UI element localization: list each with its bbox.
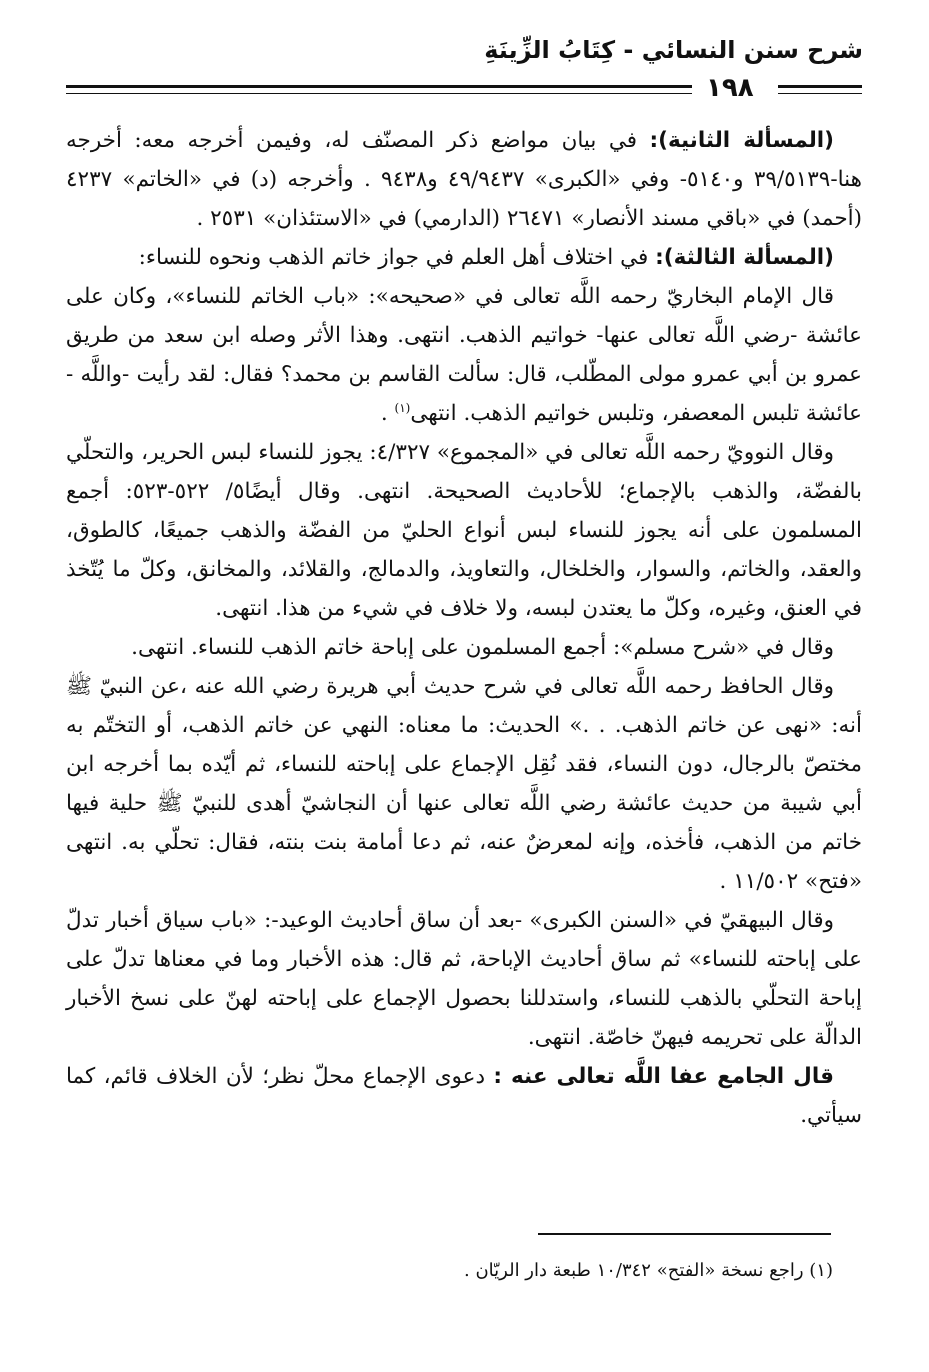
page-number: ١٩٨ xyxy=(706,73,754,103)
paragraph-text: في اختلاف أهل العلم في جواز خاتم الذهب ونحوه للنساء: xyxy=(138,245,656,270)
paragraph xyxy=(66,121,862,238)
issue-heading: (المسألة الثانية): xyxy=(649,128,835,153)
paragraph xyxy=(66,433,862,628)
paragraph-text: في بيان مواضع ذكر المصنّف له، وفيمن أخرجه معه: أخرجه هنا-٣٩/٥١٣٩ و٥١٤٠- وفي «الكبرى» ٤٩/٩٤٣٧ و٩٤٣٨ . وأخرجه (د) في «الخاتم» ٤٢٣٧ (أحمد) في «باقي مسند الأنصار» ٢٦٤٧١ (الدارمي) في «الاستئذان» ٢٥٣١ . xyxy=(66,128,863,231)
footnote-marker: (١) xyxy=(394,400,411,415)
header-rule-thin xyxy=(66,93,692,94)
paragraph-text: وقال النوويّ رحمه اللَّه تعالى في «المجموع» ٤/٣٢٧: يجوز للنساء لبس الحرير، والتحلّي بالفضّة، والذهب بالإجماع؛ للأحاديث الصحيحة. انتهى. وقال أيضًا٥/ ٥٢٢-٥٢٣: أجمع المسلمون على أنه يجوز للنساء لبس أنواع الحليّ من الفضّة والذهب جميعًا، كالطوق، والعقد، والخاتم، والسوار، والخلخال، والتعاويذ، والدمالج، والقلائد، والمخانق، وكلّ ما يُتّخذ في العنق، وغيره، وكلّ ما يعتدن لبسه، ولا خلاف في شيء من هذا. انتهى. xyxy=(66,440,863,621)
paragraph-text: وقال البيهقيّ في «السنن الكبرى» -بعد أن ساق أحاديث الوعيد-: «باب سياق أخبار تدلّ على إباحته للنساء» ثم ساق أحاديث الإباحة، ثم قال: هذه الأخبار وما في معناها تدلّ على إباحة التحلّي بالذهب للنساء، واستدللنا بحصول الإجماع على إباحته لهنّ على نسخ الأخبار الدالّة على تحريمه فيهنّ خاصّة. انتهى. xyxy=(66,908,862,1050)
main-text xyxy=(66,121,862,1135)
compiler-heading: قال الجامع عفا اللَّه تعالى عنه : xyxy=(493,1064,834,1089)
paragraph xyxy=(66,1057,862,1135)
paragraph-tail: . xyxy=(380,401,395,426)
paragraph-text: قال الإمام البخاريّ رحمه اللَّه تعالى في «صحيحه»: «باب الخاتم للنساء»، وكان على عائشة -رضي اللَّه تعالى عنها- خواتيم الذهب. انتهى. وهذا الأثر وصله ابن سعد من طريق عمرو بن أبي عمرو مولى المطّلب، قال: سألت القاسم بن محمد؟ فقال: لقد رأيت -واللَّه - عائشة تلبس المعصفر، وتلبس خواتيم الذهب. انتهى xyxy=(66,284,862,426)
paragraph xyxy=(66,628,862,667)
paragraph-text: دعوى الإجماع محلّ نظر؛ لأن الخلاف قائم، كما سيأتي. xyxy=(66,1064,862,1128)
footnote: (١) راجع نسخة «الفتح» ١٠/٣٤٢ طبعة دار الريّان . xyxy=(464,1260,833,1281)
header-rule-thick xyxy=(66,85,692,88)
footnote-rule xyxy=(538,1233,831,1235)
paragraph xyxy=(66,238,862,277)
issue-heading: (المسألة الثالثة): xyxy=(655,245,834,270)
paragraph xyxy=(66,667,862,901)
paragraph-text: وقال الحافظ رحمه اللَّه تعالى في شرح حديث أبي هريرة رضي الله عنه ،عن النبيّ ﷺ أنه: «نهى عن خاتم الذهب. . .» الحديث: ما معناه: النهي عن خاتم الذهب، أو التختّم به مختصّ بالرجال، دون النساء، فقد نُقِل الإجماع على إباحته للنساء، ثم أيّده بما أخرجه ابن أبي شيبة من حديث عائشة رضي اللَّه تعالى عنها أن النجاشيّ أهدى للنبيّ ﷺ حلية فيها خاتم من الذهب، فأخذه، وإنه لمعرضٌ عنه، ثم دعا أمامة بنت بنته، فقال: تحلّي به. انتهى «فتح» ١١/٥٠٢ . xyxy=(66,674,862,894)
header-rule-thick-right xyxy=(778,85,862,88)
paragraph xyxy=(66,277,862,433)
paragraph-text: وقال في «شرح مسلم»: أجمع المسلمون على إباحة خاتم الذهب للنساء. انتهى. xyxy=(131,635,834,660)
paragraph xyxy=(66,901,862,1057)
running-title: شرح سنن النسائي - كِتَابُ الزِّينَةِ xyxy=(484,36,863,64)
header-rule-thin-right xyxy=(778,93,862,94)
